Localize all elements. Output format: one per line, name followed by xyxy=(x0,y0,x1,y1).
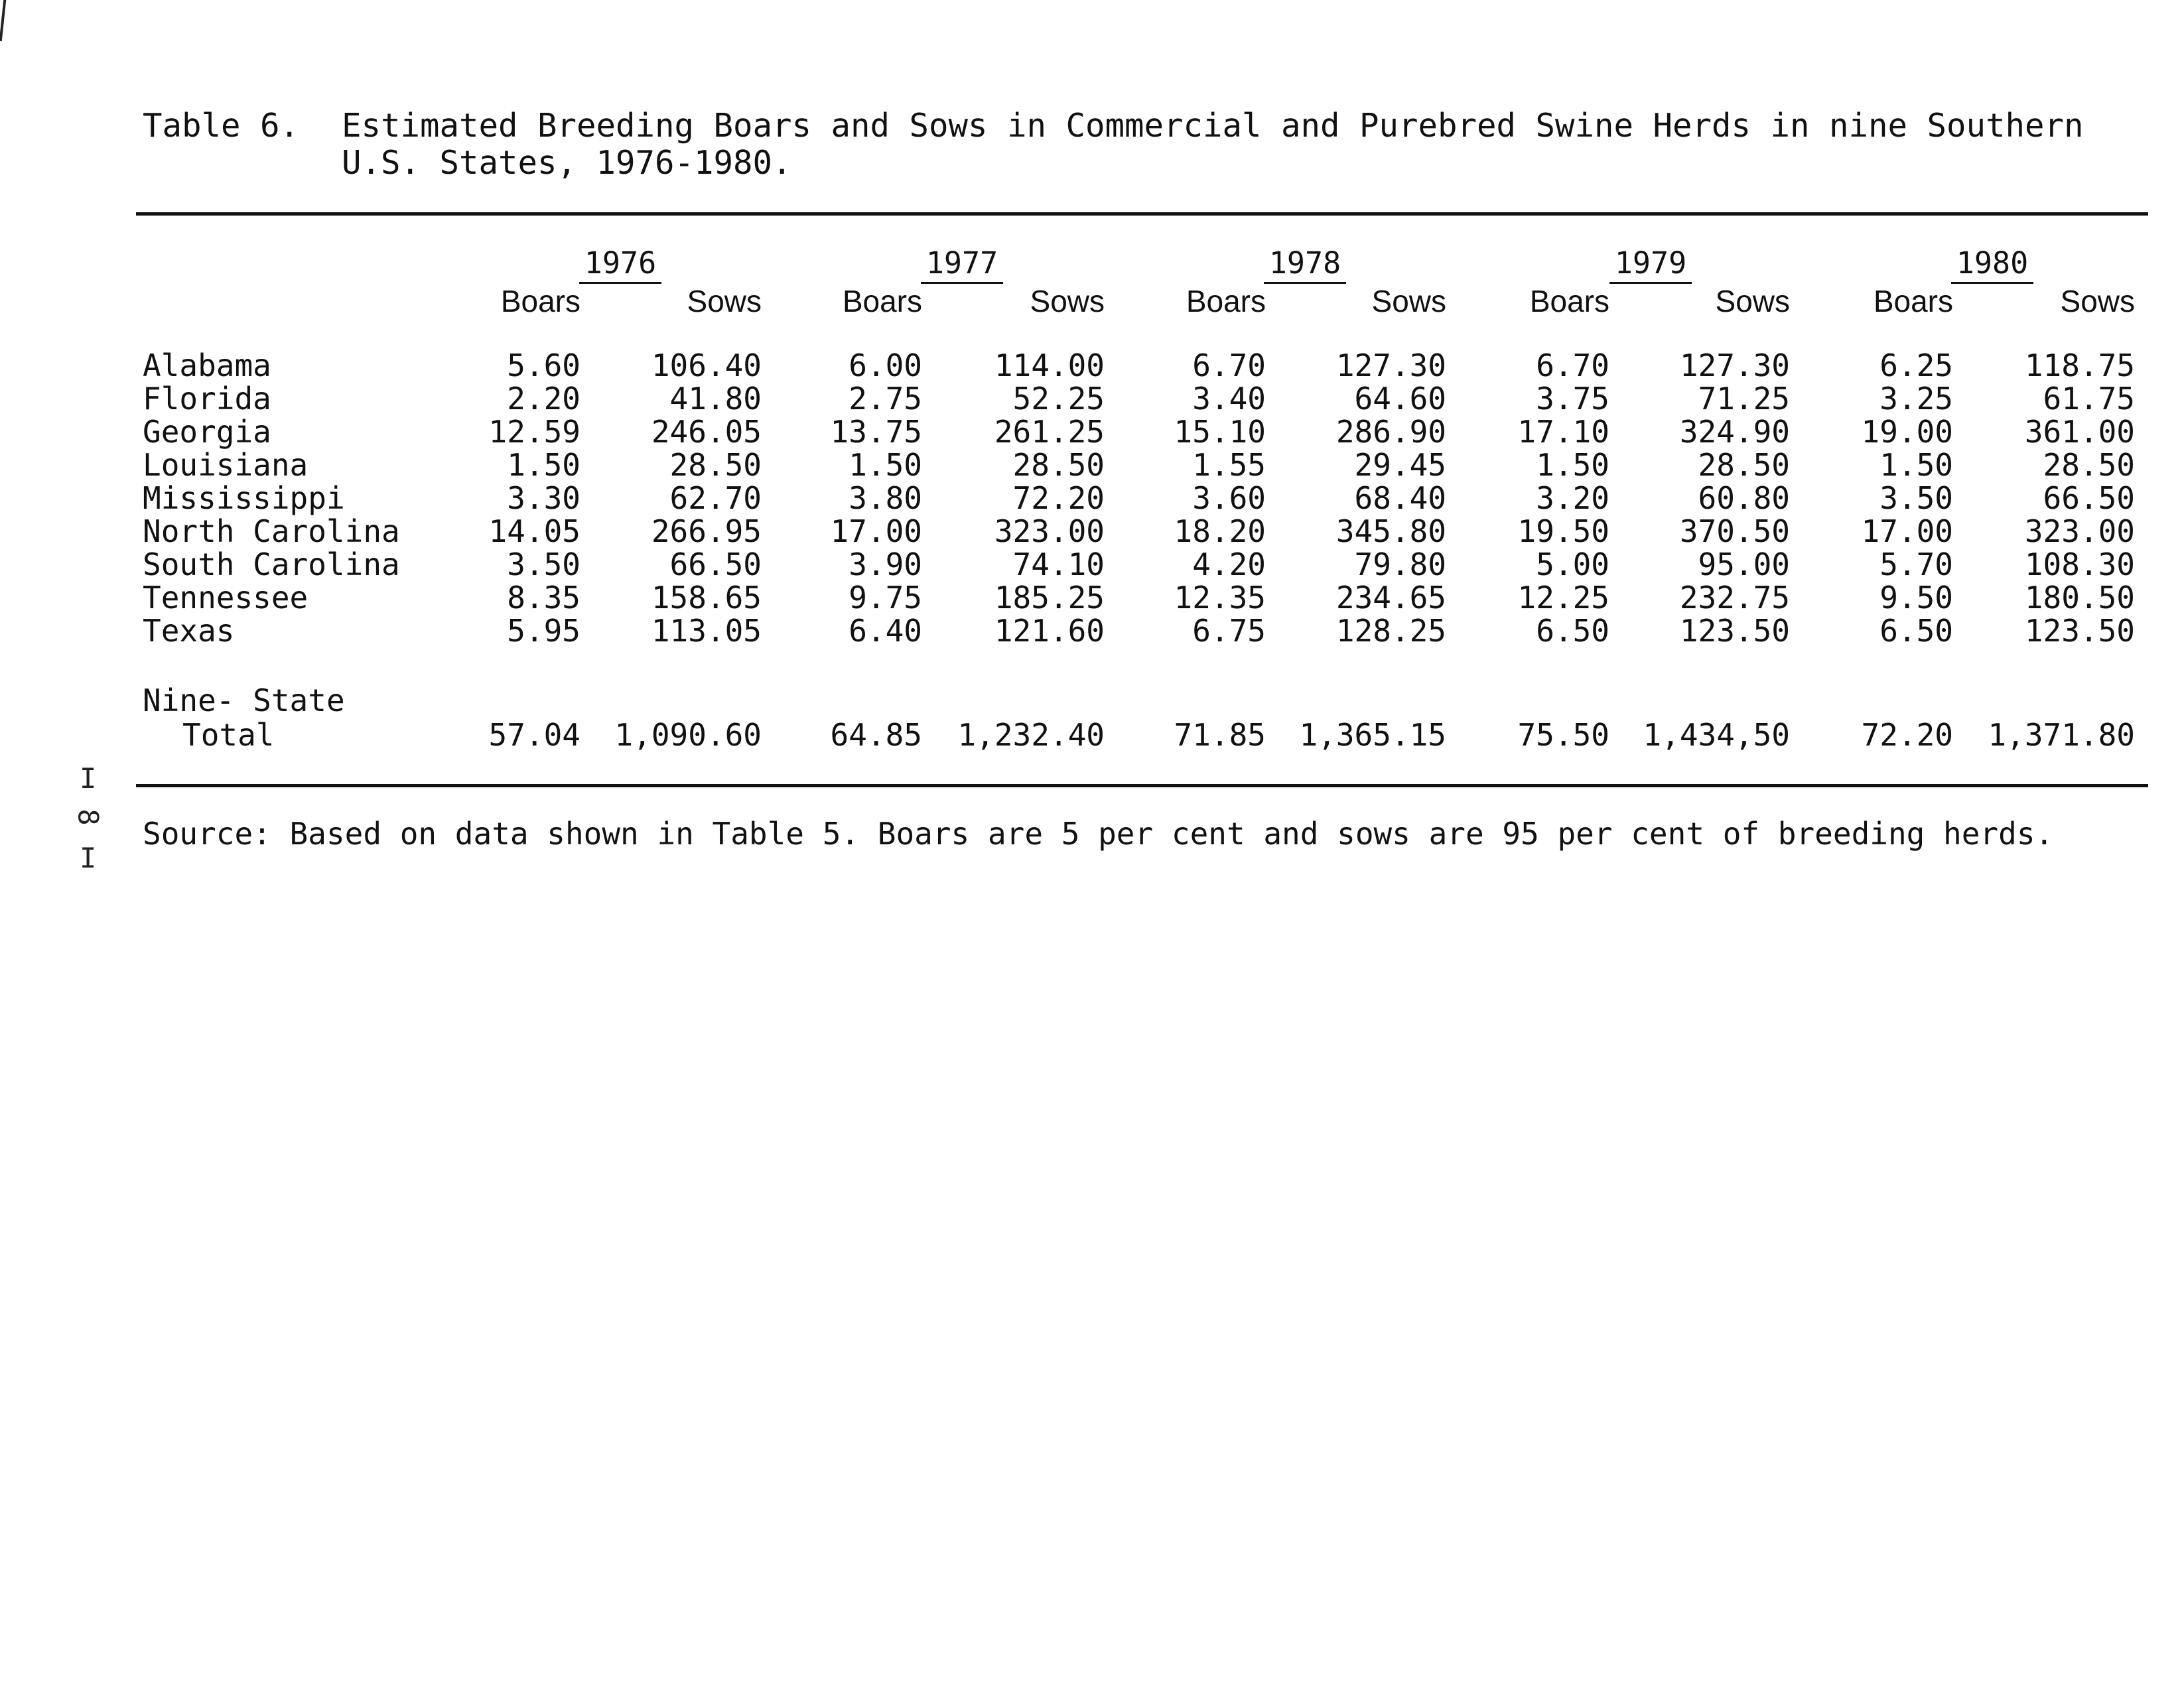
total-sows-value: 1,365.15 xyxy=(1299,717,1446,753)
boars-value: 1.55 xyxy=(1192,447,1266,483)
boars-value: 6.50 xyxy=(1536,613,1609,649)
boars-header: Boars xyxy=(1529,284,1609,318)
sows-value: 324.90 xyxy=(1679,414,1790,450)
state-name: North Carolina xyxy=(143,513,400,549)
page-number-mark-top: I xyxy=(80,762,97,795)
boars-value: 18.20 xyxy=(1174,513,1266,549)
sows-value: 127.30 xyxy=(1679,348,1790,383)
boars-value: 15.10 xyxy=(1174,414,1266,450)
boars-value: 3.50 xyxy=(507,547,580,582)
sows-value: 68.40 xyxy=(1354,480,1446,516)
sows-value: 261.25 xyxy=(994,414,1105,450)
boars-value: 6.40 xyxy=(849,613,922,649)
sows-value: 66.50 xyxy=(2043,480,2135,516)
boars-value: 17.00 xyxy=(830,513,922,549)
sows-value: 246.05 xyxy=(651,414,762,450)
boars-value: 2.20 xyxy=(507,381,580,417)
state-name: South Carolina xyxy=(143,547,400,582)
boars-value: 6.50 xyxy=(1879,613,1953,649)
state-name: Alabama xyxy=(143,348,271,383)
sows-value: 123.50 xyxy=(2024,613,2135,649)
sows-value: 41.80 xyxy=(669,381,762,417)
boars-value: 17.00 xyxy=(1861,513,1953,549)
boars-value: 6.70 xyxy=(1536,348,1609,383)
boars-value: 4.20 xyxy=(1192,547,1266,582)
table-number: Table 6. xyxy=(143,107,300,145)
boars-value: 3.50 xyxy=(1879,480,1953,516)
boars-value: 3.90 xyxy=(849,547,922,582)
sows-value: 266.95 xyxy=(651,513,762,549)
sows-header: Sows xyxy=(687,284,762,318)
boars-header: Boars xyxy=(842,284,922,318)
boars-value: 1.50 xyxy=(1879,447,1953,483)
boars-value: 1.50 xyxy=(507,447,580,483)
sows-value: 29.45 xyxy=(1354,447,1446,483)
boars-value: 6.75 xyxy=(1192,613,1266,649)
state-name: Texas xyxy=(143,613,235,649)
state-name: Tennessee xyxy=(143,580,308,616)
boars-header: Boars xyxy=(1873,284,1953,318)
sows-value: 121.60 xyxy=(994,613,1105,649)
boars-value: 14.05 xyxy=(488,513,580,549)
total-sows-value: 1,090.60 xyxy=(614,717,762,753)
boars-value: 5.95 xyxy=(507,613,580,649)
boars-value: 3.60 xyxy=(1192,480,1266,516)
boars-value: 3.80 xyxy=(849,480,922,516)
boars-value: 12.25 xyxy=(1517,580,1609,616)
year-header: 1980 xyxy=(1956,245,2029,281)
total-sows-value: 1,371.80 xyxy=(1988,717,2135,753)
sows-value: 71.25 xyxy=(1698,381,1790,417)
boars-value: 5.70 xyxy=(1879,547,1953,582)
sows-value: 72.20 xyxy=(1012,480,1105,516)
sows-value: 74.10 xyxy=(1012,547,1105,582)
boars-value: 3.40 xyxy=(1192,381,1266,417)
state-name: Mississippi xyxy=(143,480,345,516)
boars-value: 2.75 xyxy=(849,381,922,417)
table-caption-line-2: U.S. States, 1976-1980. xyxy=(342,144,792,182)
boars-value: 5.00 xyxy=(1536,547,1609,582)
bottom-rule xyxy=(136,784,2148,787)
sows-value: 64.60 xyxy=(1354,381,1446,417)
boars-value: 6.70 xyxy=(1192,348,1266,383)
sows-value: 113.05 xyxy=(651,613,762,649)
sows-value: 123.50 xyxy=(1679,613,1790,649)
boars-value: 13.75 xyxy=(830,414,922,450)
sows-value: 66.50 xyxy=(669,547,762,582)
total-boars-value: 57.04 xyxy=(488,717,580,753)
sows-value: 79.80 xyxy=(1354,547,1446,582)
boars-value: 3.30 xyxy=(507,480,580,516)
page-edge-mark xyxy=(0,0,6,41)
boars-value: 12.35 xyxy=(1174,580,1266,616)
year-header: 1976 xyxy=(584,245,657,281)
boars-value: 1.50 xyxy=(849,447,922,483)
boars-value: 3.25 xyxy=(1879,381,1953,417)
sows-value: 28.50 xyxy=(669,447,762,483)
sows-value: 180.50 xyxy=(2024,580,2135,616)
sows-value: 108.30 xyxy=(2024,547,2135,582)
boars-value: 8.35 xyxy=(507,580,580,616)
total-boars-value: 72.20 xyxy=(1861,717,1953,753)
boars-value: 9.75 xyxy=(849,580,922,616)
sows-value: 323.00 xyxy=(994,513,1105,549)
sows-value: 127.30 xyxy=(1335,348,1446,383)
boars-value: 1.50 xyxy=(1536,447,1609,483)
sows-value: 60.80 xyxy=(1698,480,1790,516)
sows-header: Sows xyxy=(1030,284,1105,318)
sows-value: 158.65 xyxy=(651,580,762,616)
top-rule xyxy=(136,212,2148,216)
sows-value: 28.50 xyxy=(1012,447,1105,483)
table-caption-line-1: Estimated Breeding Boars and Sows in Commercial and Purebred Swine Herds in nine Southern xyxy=(342,107,2084,145)
total-sows-value: 1,434,50 xyxy=(1643,717,1790,753)
table-caption xyxy=(342,107,2084,182)
sows-value: 128.25 xyxy=(1335,613,1446,649)
state-name: Georgia xyxy=(143,414,271,450)
boars-value: 17.10 xyxy=(1517,414,1609,450)
sows-value: 232.75 xyxy=(1679,580,1790,616)
boars-value: 19.00 xyxy=(1861,414,1953,450)
total-sows-value: 1,232.40 xyxy=(957,717,1105,753)
boars-value: 19.50 xyxy=(1517,513,1609,549)
sows-value: 118.75 xyxy=(2024,348,2135,383)
sows-value: 234.65 xyxy=(1335,580,1446,616)
boars-value: 3.20 xyxy=(1536,480,1609,516)
sows-value: 95.00 xyxy=(1698,547,1790,582)
sows-value: 28.50 xyxy=(2043,447,2135,483)
total-boars-value: 75.50 xyxy=(1517,717,1609,753)
year-header: 1978 xyxy=(1268,245,1341,281)
total-label-line-1: Nine- State xyxy=(143,683,345,718)
state-name: Louisiana xyxy=(143,447,308,483)
sows-value: 52.25 xyxy=(1012,381,1105,417)
page-number: 8 xyxy=(72,809,105,826)
sows-value: 62.70 xyxy=(669,480,762,516)
boars-value: 5.60 xyxy=(507,348,580,383)
sows-header: Sows xyxy=(1371,284,1446,318)
total-boars-value: 71.85 xyxy=(1174,717,1266,753)
sows-value: 370.50 xyxy=(1679,513,1790,549)
sows-header: Sows xyxy=(1715,284,1790,318)
table-title xyxy=(143,107,2084,182)
total-boars-value: 64.85 xyxy=(830,717,922,753)
boars-value: 6.25 xyxy=(1879,348,1953,383)
boars-value: 12.59 xyxy=(488,414,580,450)
sows-header: Sows xyxy=(2060,284,2135,318)
boars-value: 9.50 xyxy=(1879,580,1953,616)
year-header: 1979 xyxy=(1614,245,1687,281)
boars-value: 6.00 xyxy=(849,348,922,383)
boars-value: 3.75 xyxy=(1536,381,1609,417)
sows-value: 28.50 xyxy=(1698,447,1790,483)
total-label-line-2: Total xyxy=(182,717,275,753)
source-note: Source: Based on data shown in Table 5. Boars are 5 per cent and sows are 95 per cent of breeding herds. xyxy=(143,816,2054,852)
year-header: 1977 xyxy=(925,245,998,281)
boars-header: Boars xyxy=(500,284,580,318)
sows-value: 114.00 xyxy=(994,348,1105,383)
sows-value: 185.25 xyxy=(994,580,1105,616)
sows-value: 106.40 xyxy=(651,348,762,383)
sows-value: 323.00 xyxy=(2024,513,2135,549)
sows-value: 61.75 xyxy=(2043,381,2135,417)
state-name: Florida xyxy=(143,381,271,417)
page-number-mark-bottom: I xyxy=(80,842,97,874)
boars-header: Boars xyxy=(1186,284,1266,318)
sows-value: 361.00 xyxy=(2024,414,2135,450)
sows-value: 345.80 xyxy=(1335,513,1446,549)
sows-value: 286.90 xyxy=(1335,414,1446,450)
